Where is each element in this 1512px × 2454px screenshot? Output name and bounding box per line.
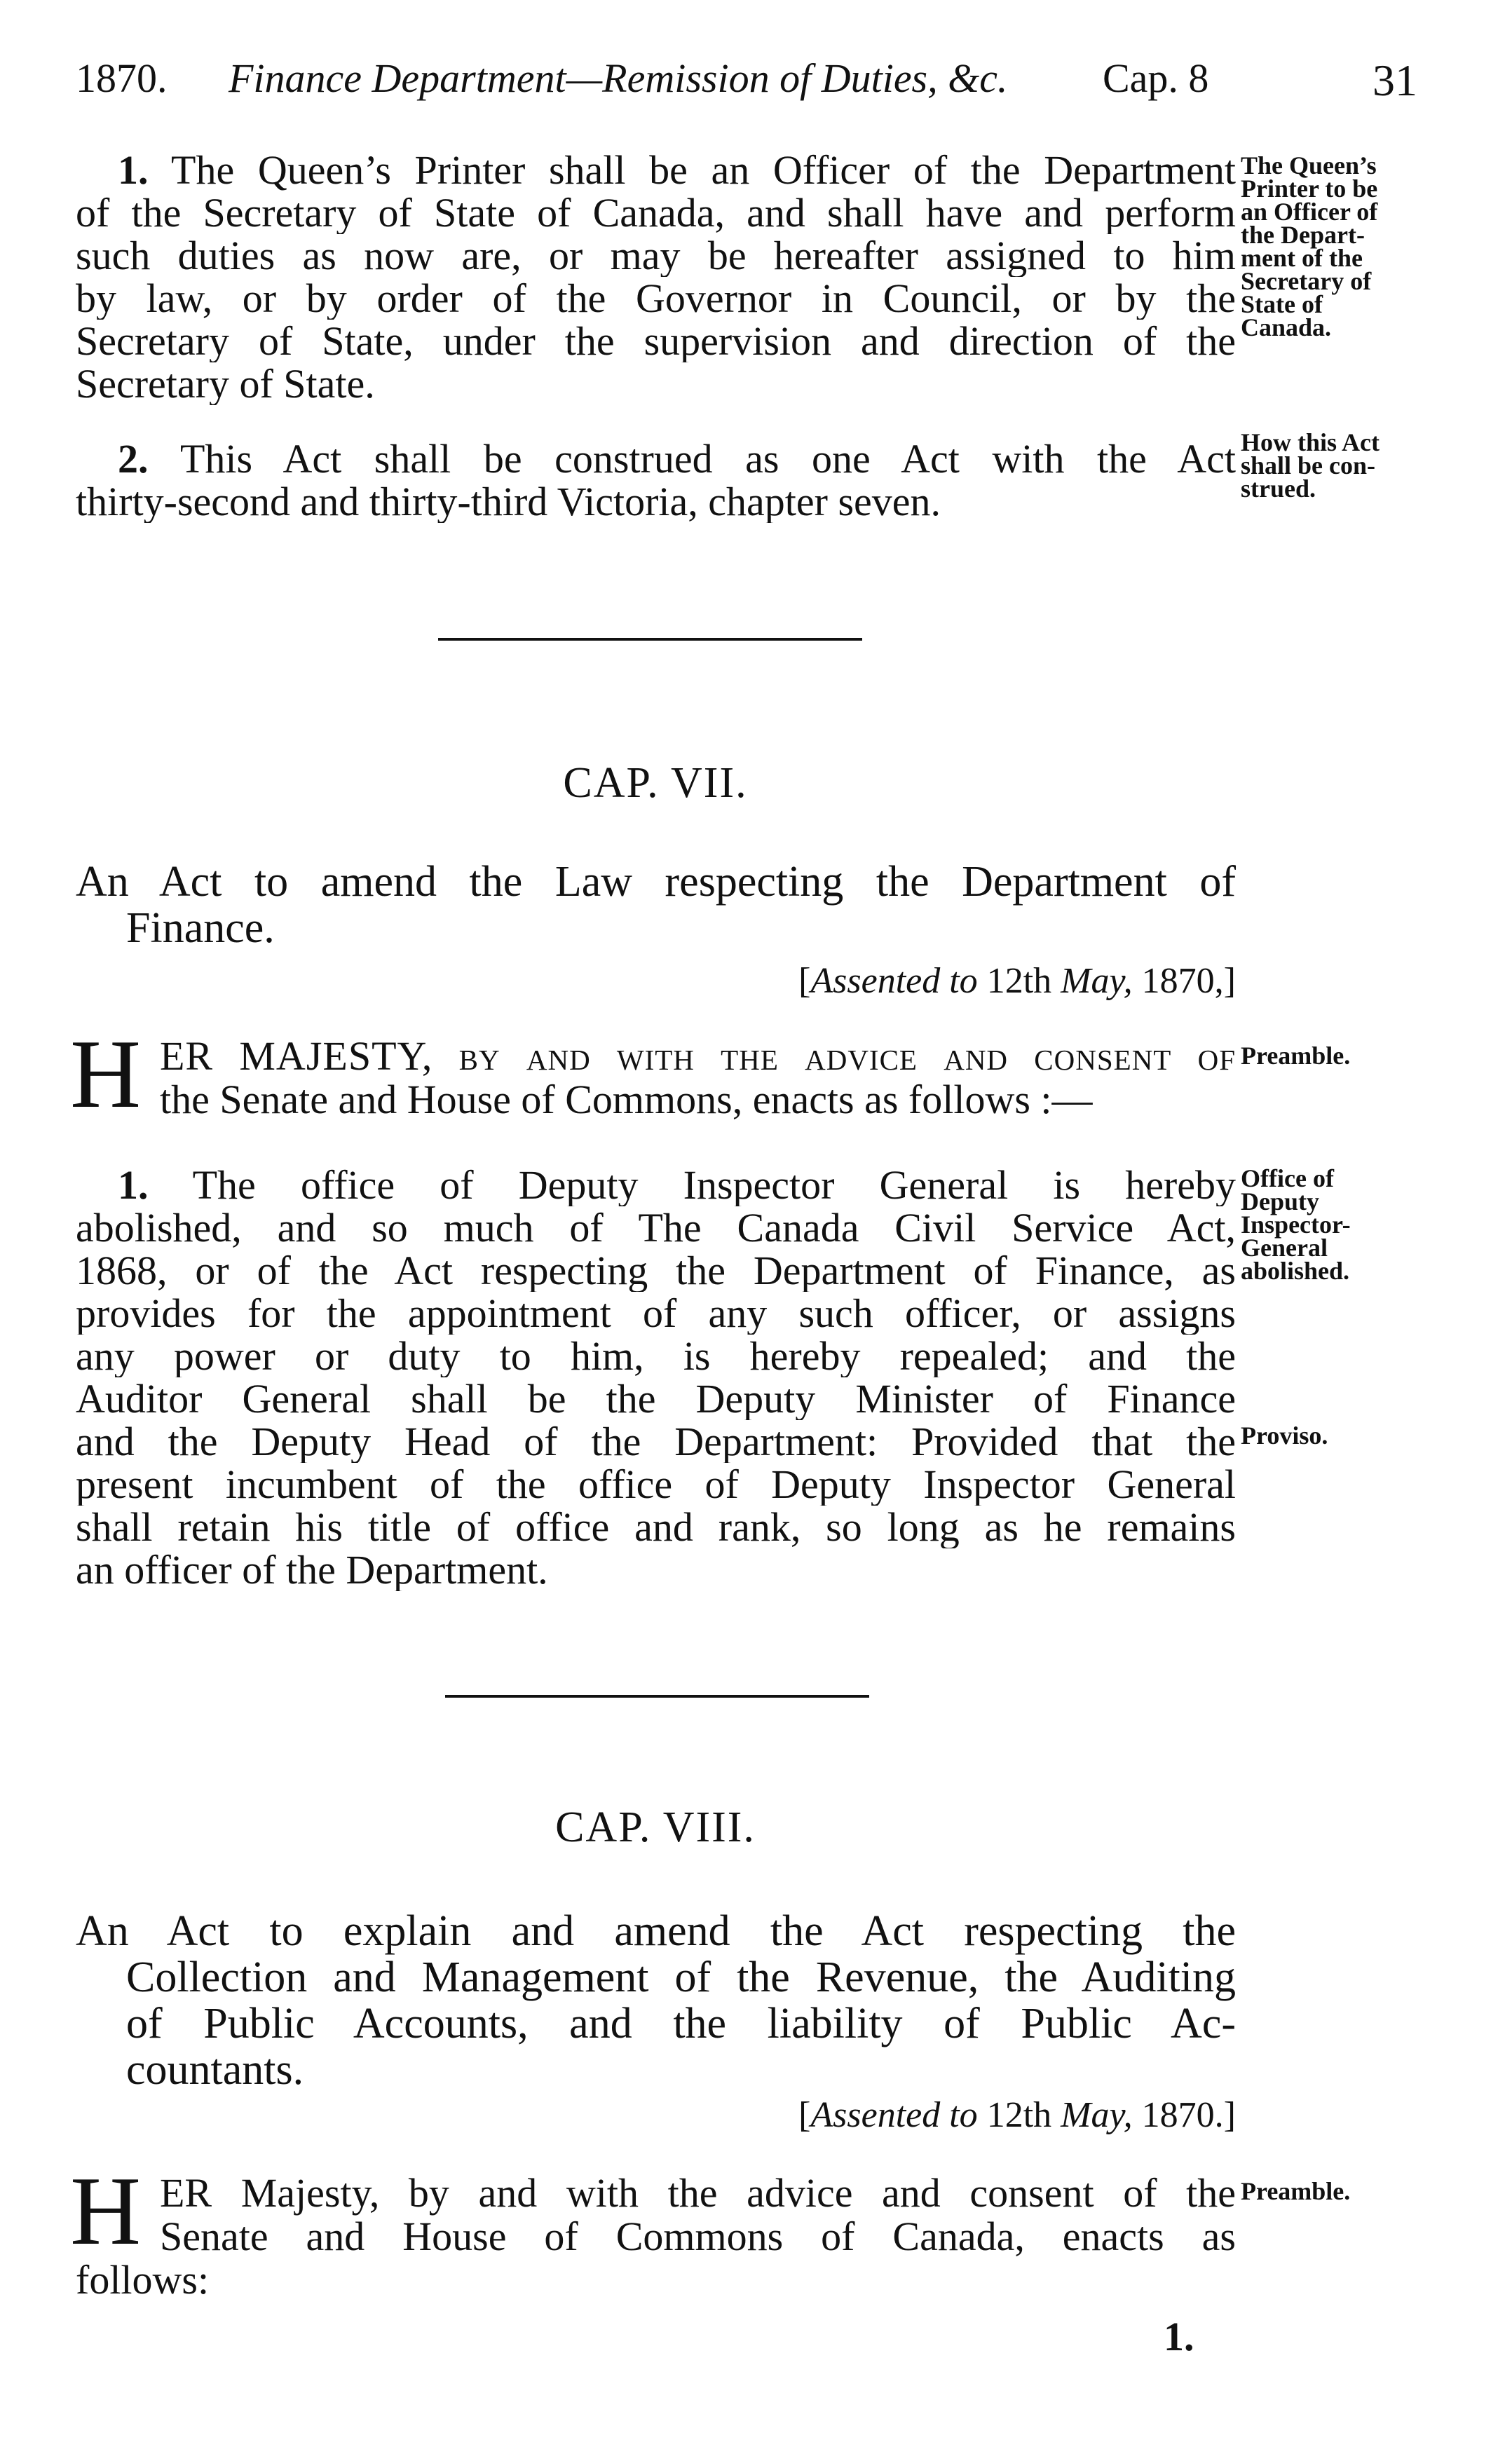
text-line: follows:	[76, 2258, 210, 2301]
text-line: an officer of the Department.	[76, 1548, 548, 1591]
title-line: of Public Accounts, and the liability of Public Ac-	[126, 2000, 1236, 2047]
running-header	[76, 55, 1422, 118]
text-line: thirty-second and thirty-third Victoria, chapter seven.	[76, 480, 941, 523]
preamble-continuation	[76, 2258, 1236, 2301]
marginal-note-preamble: Preamble.	[1241, 2177, 1351, 2205]
text-line: of the Secretary of State of Canada, and shall have and perform	[76, 191, 1236, 234]
page-number: 31	[1373, 55, 1417, 105]
title-line: Finance.	[126, 904, 275, 952]
drop-cap: H	[70, 1020, 142, 1129]
prev-section-1	[76, 149, 1236, 405]
title-line: Collection and Management of the Revenue, the Auditing	[126, 1954, 1236, 2001]
text-line: 1868, or of the Act respecting the Department of Finance, as	[76, 1249, 1236, 1292]
preamble	[160, 2172, 1236, 2258]
marginal-note-proviso: Proviso.	[1241, 1422, 1328, 1450]
section-divider	[438, 638, 862, 641]
text-line: ER Majesty, by and with the advice and consent of the	[160, 2170, 1236, 2216]
text-line: 2. This Act shall be construed as one Act with the Act	[118, 437, 1236, 480]
chapter-heading: CAP. VIII.	[555, 1804, 756, 1851]
section-1	[76, 1164, 1236, 1591]
section-divider	[445, 1695, 869, 1698]
preamble	[160, 1035, 1236, 1122]
chapter-heading: CAP. VII.	[563, 759, 748, 807]
header-title: Finance Department—Remission of Duties, &c.	[229, 55, 1008, 101]
text-line: any power or duty to him, is hereby repealed; and the	[76, 1335, 1236, 1377]
assent-date: [Assented to 12th May, 1870,]	[798, 961, 1236, 1001]
marginal-note-preamble: Preamble.	[1241, 1042, 1351, 1070]
text-line: 1. The office of Deputy Inspector General is hereby	[118, 1164, 1236, 1206]
title-line: An Act to amend the Law respecting the Department of	[76, 858, 1236, 906]
header-cap: Cap. 8	[1103, 55, 1209, 101]
text-line: abolished, and so much of The Canada Civil Service Act,	[76, 1206, 1236, 1249]
header-year: 1870.	[76, 55, 168, 101]
drop-cap: H	[70, 2157, 142, 2265]
text-line: the Senate and House of Commons, enacts as follows :—	[160, 1077, 1093, 1122]
catchword: 1.	[1164, 2314, 1194, 2359]
text-line: 1. The Queen’s Printer shall be an Officer of the Department	[118, 149, 1236, 191]
text-line: by law, or by order of the Governor in Council, or by the	[76, 277, 1236, 320]
prev-section-2	[76, 437, 1236, 523]
act-title	[76, 859, 1236, 951]
text-line: and the Deputy Head of the Department: Provided that the	[76, 1420, 1236, 1463]
text-line: Senate and House of Commons of Canada, enacts as	[160, 2214, 1236, 2259]
text-line: Secretary of State.	[76, 362, 375, 405]
text-line: present incumbent of the office of Deputy Inspector General	[76, 1463, 1236, 1506]
section-number: 1.	[118, 149, 149, 191]
text-line: shall retain his title of office and rank, so long as he remains	[76, 1506, 1236, 1548]
text-line: ER MAJESTY, by and with the advice and consent of	[160, 1033, 1236, 1079]
section-number: 2.	[118, 437, 149, 480]
text-line: provides for the appointment of any such officer, or assigns	[76, 1292, 1236, 1335]
text-line: Auditor General shall be the Deputy Minister of Finance	[76, 1377, 1236, 1420]
text-line: such duties as now are, or may be hereafter assigned to him	[76, 234, 1236, 277]
section-number: 1.	[118, 1164, 149, 1206]
text-line: Secretary of State, under the supervision and direction of the	[76, 320, 1236, 362]
marginal-note-queens-printer: The Queen’s Printer to be an Officer of the Depart- ment of the Secretary of State of Canada.	[1241, 151, 1378, 341]
title-line: An Act to explain and amend the Act respecting the	[76, 1907, 1236, 1955]
title-line: countants.	[126, 2046, 304, 2094]
marginal-note-construed: How this Act shall be con- strued.	[1241, 428, 1380, 503]
act-title	[76, 1908, 1236, 2093]
assent-date: [Assented to 12th May, 1870.]	[798, 2095, 1236, 2135]
marginal-note-office-abolished: Office of Deputy Inspector- General abolished.	[1241, 1164, 1351, 1285]
